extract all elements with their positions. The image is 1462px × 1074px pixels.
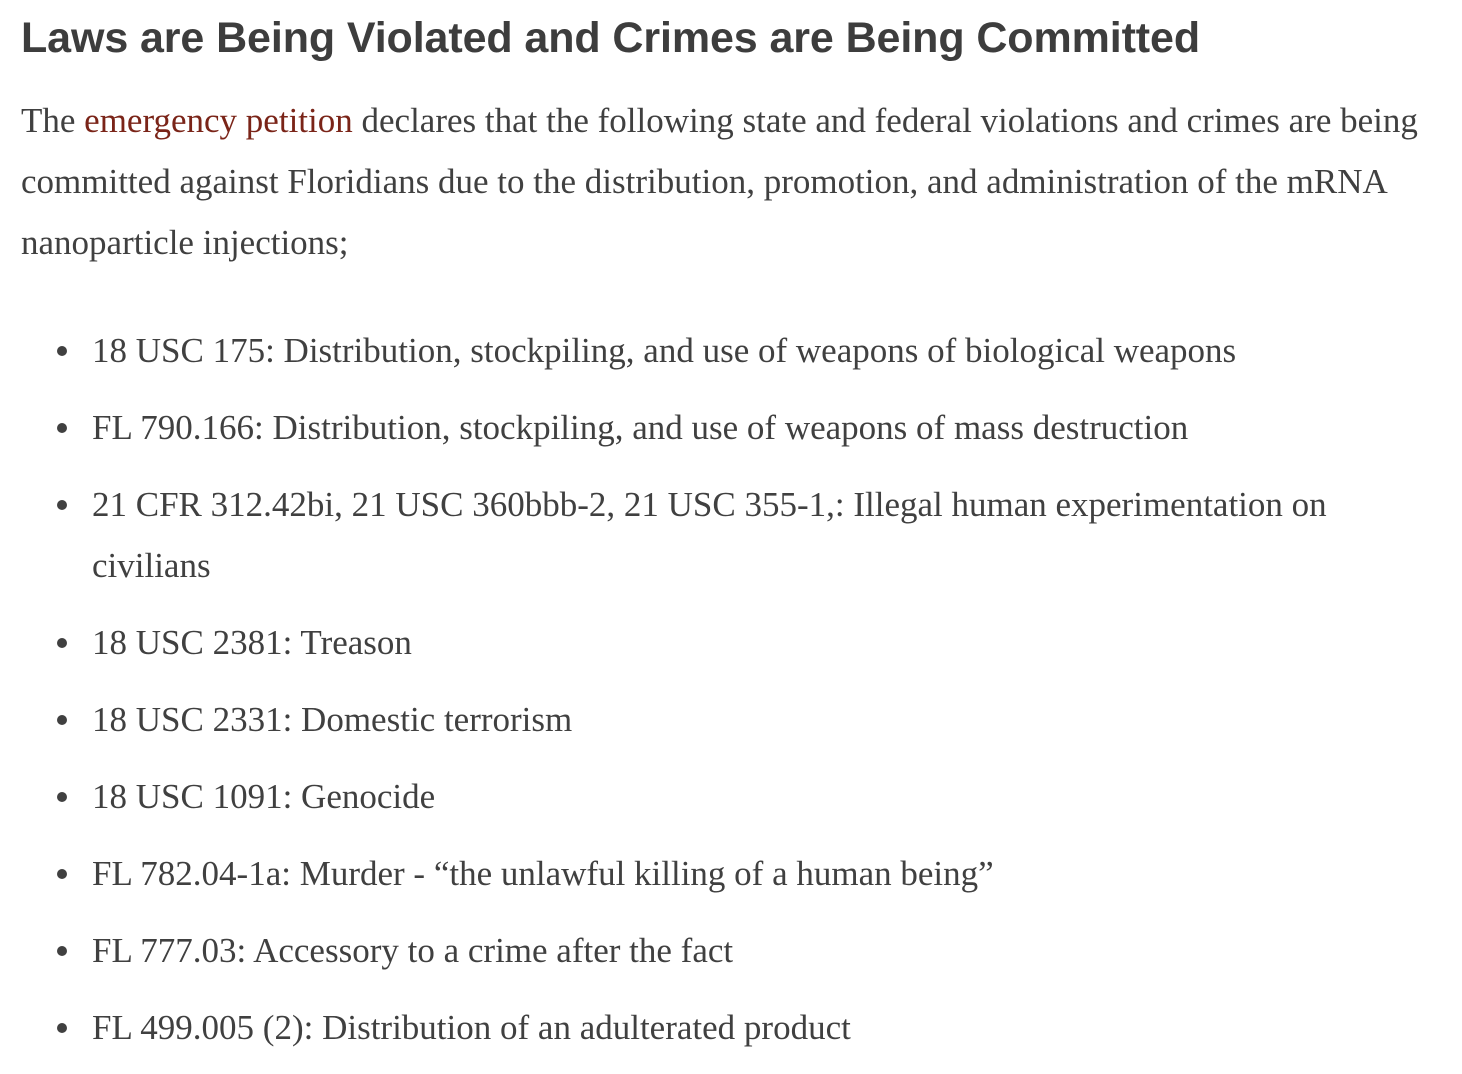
list-item-text: 21 CFR 312.42bi, 21 USC 360bbb-2, 21 USC 355-1,: Illegal human experimentation on civilians: [92, 485, 1327, 585]
list-item-text: FL 782.04-1a: Murder - “the unlawful killing of a human being”: [92, 854, 994, 893]
list-item: [21, 320, 1453, 381]
list-item: [21, 997, 1453, 1058]
bullet-icon: [57, 638, 67, 648]
list-item: [21, 397, 1453, 458]
list-item: [21, 843, 1453, 904]
article: [21, 0, 1453, 1074]
bullet-icon: [57, 346, 67, 356]
list-item: [21, 689, 1453, 750]
list-item-text: 18 USC 175: Distribution, stockpiling, and use of weapons of biological weapons: [92, 331, 1237, 370]
intro-prefix: The: [21, 101, 85, 140]
list-item: [21, 920, 1453, 981]
list-item: [21, 612, 1453, 673]
list-item-text: FL 499.005 (2): Distribution of an adulterated product: [92, 1008, 851, 1047]
violations-list: [21, 320, 1453, 1058]
intro-paragraph: [21, 90, 1453, 273]
bullet-icon: [57, 715, 67, 725]
emergency-petition-link[interactable]: emergency petition: [84, 101, 353, 140]
bullet-icon: [57, 500, 67, 510]
bullet-icon: [57, 869, 67, 879]
bullet-icon: [57, 946, 67, 956]
list-item: [21, 474, 1453, 596]
intro-suffix: declares that the following state and federal violations and crimes are being committed against Floridians due to the distribution, promotion, and administration of the mRNA nanoparticle injections;: [21, 101, 1418, 262]
list-item-text: FL 790.166: Distribution, stockpiling, and use of weapons of mass destruction: [92, 408, 1189, 447]
page-heading: Laws are Being Violated and Crimes are Being Committed: [21, 14, 1201, 62]
bullet-icon: [57, 1023, 67, 1033]
bullet-icon: [57, 792, 67, 802]
list-item-text: FL 777.03: Accessory to a crime after the fact: [92, 931, 734, 970]
bullet-icon: [57, 423, 67, 433]
list-item: [21, 766, 1453, 827]
list-item-text: 18 USC 1091: Genocide: [92, 777, 436, 816]
list-item-text: 18 USC 2381: Treason: [92, 623, 412, 662]
list-item-text: 18 USC 2331: Domestic terrorism: [92, 700, 573, 739]
